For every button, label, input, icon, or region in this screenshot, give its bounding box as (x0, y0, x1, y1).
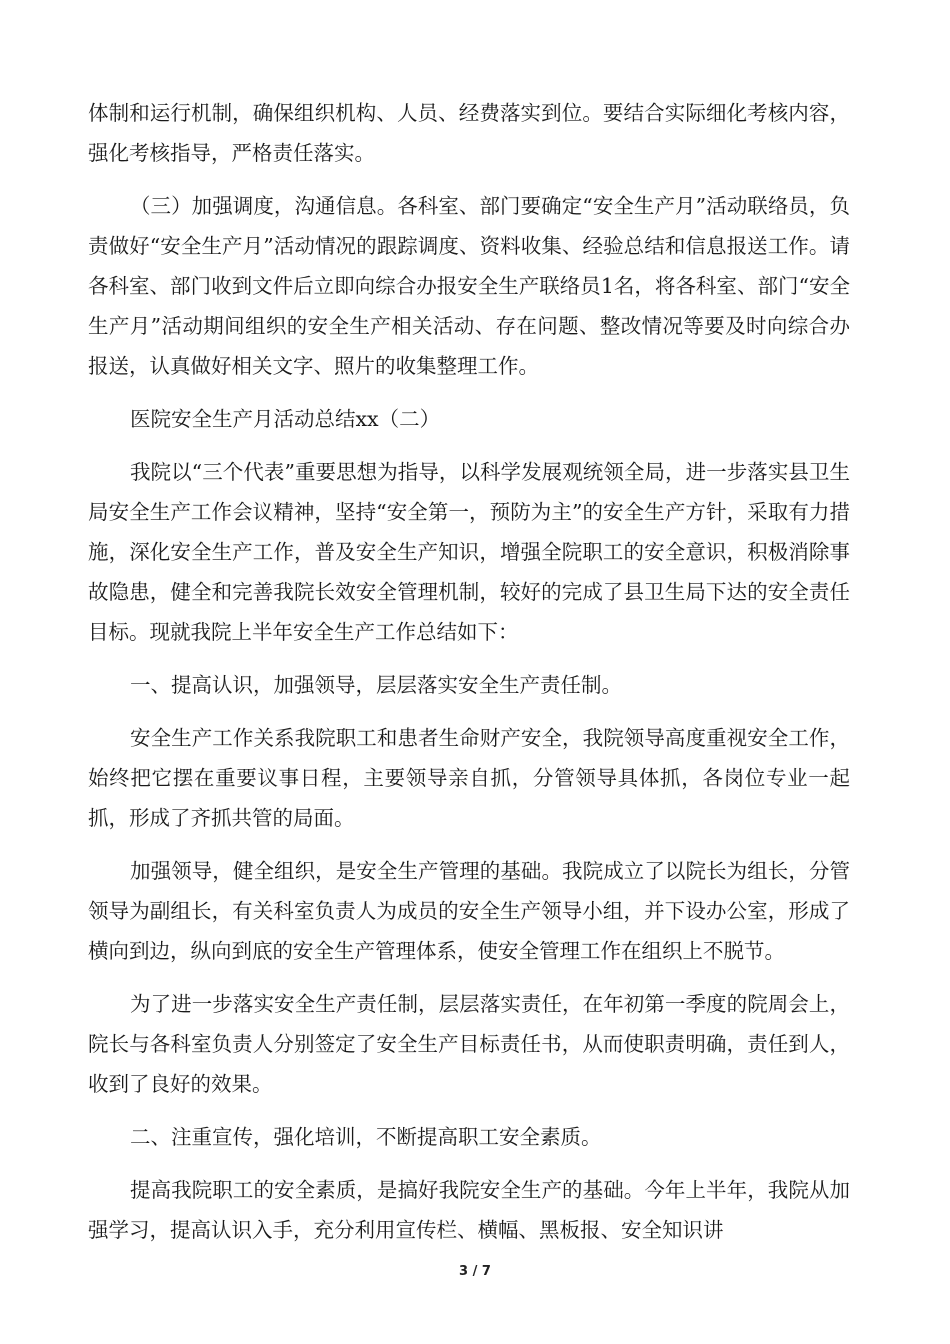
paragraph-4: 安全生产工作关系我院职工和患者生命财产安全，我院领导高度重视安全工作，始终把它摆在重要议事日程，主要领导亲自抓，分管领导具体抓，各岗位专业一起抓，形成了齐抓共管的局面。 (88, 726, 850, 830)
page-indicator: 3 / 7 (459, 1264, 491, 1279)
paragraph-5: 加强领导，健全组织，是安全生产管理的基础。我院成立了以院长为组长，分管领导为副组长，有关科室负责人为成员的安全生产领导小组，并下设办公室，形成了横向到边，纵向到底的安全生产管理体系，使安全管理工作在组织上不脱节。 (88, 859, 850, 963)
paragraph-1: 体制和运行机制，确保组织机构、人员、经费落实到位。要结合实际细化考核内容，强化考核指导，严格责任落实。 (88, 101, 850, 165)
heading-two: 二、注重宣传，强化培训，不断提高职工安全素质。 (130, 1125, 602, 1149)
paragraph-7: 提高我院职工的安全素质，是搞好我院安全生产的基础。今年上半年，我院从加强学习，提高认识入手，充分利用宣传栏、横幅、黑板报、安全知识讲 (88, 1178, 850, 1242)
heading-one: 一、提高认识，加强领导，层层落实安全生产责任制。 (130, 673, 622, 697)
paragraph-intro: 我院以“三个代表”重要思想为指导，以科学发展观统领全局，进一步落实县卫生局安全生产工作会议精神，坚持“安全第一，预防为主”的安全生产方针，采取有力措施，深化安全生产工作，普及安全生产知识，增强全院职工的安全意识，积极消除事故隐患，健全和完善我院长效安全管理机制，较好的完成了县卫生局下达的安全责任目标。现就我院上半年安全生产工作总结如下： (88, 460, 850, 644)
paragraph-6: 为了进一步落实安全生产责任制，层层落实责任，在年初第一季度的院周会上，院长与各科室负责人分别签定了安全生产目标责任书，从而使职责明确，责任到人，收到了良好的效果。 (88, 992, 850, 1096)
section-title: 医院安全生产月活动总结xx（二） (130, 407, 441, 431)
document-page (88, 93, 850, 1263)
paragraph-2: （三）加强调度，沟通信息。各科室、部门要确定“安全生产月”活动联络员，负责做好“安全生产月”活动情况的跟踪调度、资料收集、经验总结和信息报送工作。请各科室、部门收到文件后立即向综合办报安全生产联络员1名，将各科室、部门“安全生产月”活动期间组织的安全生产相关活动、存在问题、整改情况等要及时向综合办报送，认真做好相关文字、照片的收集整理工作。 (88, 194, 850, 378)
